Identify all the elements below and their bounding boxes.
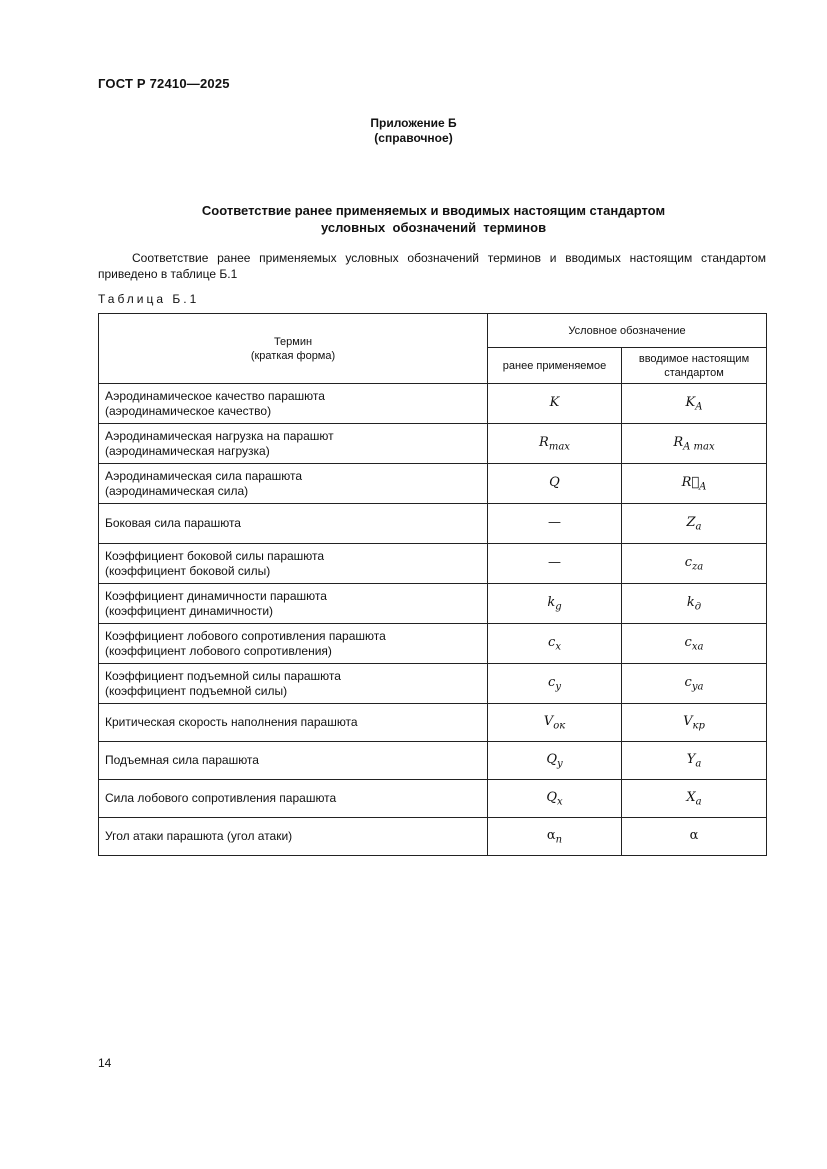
previous-symbol-cell <box>488 464 622 504</box>
header-new-line1: вводимое настоящим <box>638 352 750 365</box>
term-short-form: (коэффициент лобового сопротивления) <box>105 643 332 658</box>
term-name: Угол атаки парашюта (угол атаки) <box>105 829 293 843</box>
term-name: Коэффициент лобового сопротивления парашюта <box>105 628 386 643</box>
term-short-form: (аэродинамическая нагрузка) <box>105 443 270 458</box>
new-symbol-cell-symbol: α <box>689 827 699 843</box>
header-term-line1: Термин <box>273 335 313 348</box>
new-symbol-cell-subscript: д <box>694 601 702 613</box>
table-row <box>99 704 767 742</box>
new-symbol-cell <box>622 464 767 504</box>
table-row <box>99 780 767 818</box>
new-symbol-cell-symbol: V <box>683 713 693 729</box>
previous-symbol-cell-symbol: — <box>548 514 561 530</box>
previous-symbol-cell-symbol: Q <box>546 789 558 805</box>
intro-paragraph: Соответствие ранее применяемых условных обозначений терминов и вводимых настоящим стандартом приведено в таблице Б.1 <box>98 251 766 281</box>
table-row <box>99 624 767 664</box>
term-cell <box>99 544 488 584</box>
new-symbol-cell <box>622 384 767 424</box>
new-symbol-cell <box>622 504 767 544</box>
previous-symbol-cell-subscript: x <box>555 641 561 653</box>
term-cell <box>99 664 488 704</box>
previous-symbol-cell-symbol: K <box>549 394 560 410</box>
term-name: Коэффициент динамичности парашюта <box>105 588 327 603</box>
term-cell <box>99 464 488 504</box>
header-previous: ранее применяемое <box>488 348 622 384</box>
annex-heading <box>0 116 827 146</box>
annex-kind: (справочное) <box>374 131 453 145</box>
new-symbol-cell <box>622 664 767 704</box>
previous-symbol-cell-symbol: R <box>539 434 549 450</box>
previous-symbol-cell-symbol: V <box>543 713 554 729</box>
previous-symbol-cell <box>488 424 622 464</box>
table-row <box>99 464 767 504</box>
previous-symbol-cell <box>488 780 622 818</box>
section-title-line1: Соответствие ранее применяемых и вводимых настоящим стандартом <box>201 203 666 218</box>
previous-symbol-cell-symbol: Q <box>546 751 557 767</box>
previous-symbol-cell-subscript: g <box>555 601 562 613</box>
table-row <box>99 384 767 424</box>
header-new-line2: стандартом <box>664 366 724 379</box>
header-term <box>99 314 488 384</box>
table-row <box>99 818 767 856</box>
new-symbol-cell <box>622 780 767 818</box>
header-term-line2: (краткая форма) <box>250 349 336 362</box>
previous-symbol-cell-symbol: α <box>546 827 556 843</box>
new-symbol-cell-symbol: Y <box>686 751 696 767</box>
term-cell <box>99 424 488 464</box>
annex-title: Приложение Б <box>370 116 457 130</box>
section-title-line2: условных обозначений терминов <box>320 220 547 235</box>
term-name: Аэродинамическое качество парашюта <box>105 388 325 403</box>
new-symbol-cell-symbol: R⃗ <box>681 474 700 490</box>
new-symbol-cell-symbol: c <box>684 634 692 650</box>
previous-symbol-cell <box>488 384 622 424</box>
table-row <box>99 664 767 704</box>
new-symbol-cell <box>622 424 767 464</box>
term-short-form: (аэродинамическое качество) <box>105 403 272 418</box>
previous-symbol-cell <box>488 664 622 704</box>
new-symbol-cell-symbol: Z <box>686 514 696 530</box>
previous-symbol-cell <box>488 544 622 584</box>
table-row <box>99 424 767 464</box>
designations-table <box>98 313 767 856</box>
term-name: Боковая сила парашюта <box>105 516 241 530</box>
previous-symbol-cell-symbol: c <box>548 674 556 690</box>
term-name: Коэффициент подъемной силы парашюта <box>105 668 341 683</box>
header-designation: Условное обозначение <box>488 314 767 348</box>
term-cell <box>99 704 488 742</box>
term-cell <box>99 584 488 624</box>
previous-symbol-cell-symbol: — <box>548 554 561 570</box>
term-short-form: (аэродинамическая сила) <box>105 483 249 498</box>
term-cell <box>99 780 488 818</box>
previous-symbol-cell-symbol: k <box>547 594 556 610</box>
previous-symbol-cell-subscript: п <box>555 834 563 846</box>
term-short-form: (коэффициент динамичности) <box>105 603 274 618</box>
term-name: Подъемная сила парашюта <box>105 753 259 767</box>
term-name: Коэффициент боковой силы парашюта <box>105 548 325 563</box>
new-symbol-cell-subscript: a <box>695 521 702 533</box>
table-row <box>99 504 767 544</box>
section-title <box>120 202 747 236</box>
previous-symbol-cell <box>488 504 622 544</box>
new-symbol-cell <box>622 584 767 624</box>
previous-symbol-cell-symbol: Q <box>549 474 560 490</box>
new-symbol-cell <box>622 544 767 584</box>
previous-symbol-cell <box>488 584 622 624</box>
new-symbol-cell-subscript: кр <box>692 720 705 732</box>
standard-code: ГОСТ Р 72410—2025 <box>98 76 230 91</box>
term-short-form: (коэффициент боковой силы) <box>105 563 271 578</box>
new-symbol-cell-symbol: k <box>686 594 695 610</box>
new-symbol-cell-subscript: A <box>699 481 707 493</box>
new-symbol-cell-subscript: ya <box>691 681 704 693</box>
new-symbol-cell-symbol: R <box>673 434 684 450</box>
previous-symbol-cell <box>488 742 622 780</box>
new-symbol-cell <box>622 742 767 780</box>
term-short-form: (коэффициент подъемной силы) <box>105 683 288 698</box>
previous-symbol-cell-subscript: y <box>555 681 561 693</box>
term-name: Сила лобового сопротивления парашюта <box>105 791 337 805</box>
term-name: Аэродинамическая нагрузка на парашют <box>105 428 334 443</box>
term-cell <box>99 742 488 780</box>
new-symbol-cell-subscript: za <box>692 561 704 573</box>
new-symbol-cell-subscript: a <box>695 758 702 770</box>
table-row <box>99 584 767 624</box>
new-symbol-cell <box>622 624 767 664</box>
previous-symbol-cell <box>488 704 622 742</box>
previous-symbol-cell-subscript: x <box>557 796 563 808</box>
previous-symbol-cell-symbol: c <box>548 634 556 650</box>
table-row <box>99 742 767 780</box>
previous-symbol-cell <box>488 624 622 664</box>
new-symbol-cell-symbol: c <box>684 554 693 570</box>
term-cell <box>99 624 488 664</box>
previous-symbol-cell-subscript: ок <box>553 720 566 732</box>
new-symbol-cell-subscript: A max <box>683 441 715 453</box>
previous-symbol-cell-subscript: y <box>557 758 563 770</box>
new-symbol-cell-symbol: X <box>686 789 696 805</box>
new-symbol-cell-subscript: xa <box>691 641 704 653</box>
new-symbol-cell <box>622 704 767 742</box>
term-name: Аэродинамическая сила парашюта <box>105 468 303 483</box>
term-cell <box>99 384 488 424</box>
new-symbol-cell-symbol: K <box>685 394 696 410</box>
previous-symbol-cell <box>488 818 622 856</box>
header-new <box>622 348 767 384</box>
table-caption: Таблица Б.1 <box>98 292 200 306</box>
table-row <box>99 544 767 584</box>
new-symbol-cell-subscript: a <box>695 796 702 808</box>
term-cell <box>99 504 488 544</box>
term-cell <box>99 818 488 856</box>
page-number: 14 <box>98 1056 112 1070</box>
new-symbol-cell <box>622 818 767 856</box>
previous-symbol-cell-subscript: max <box>548 441 570 453</box>
new-symbol-cell-subscript: A <box>695 401 703 413</box>
new-symbol-cell-symbol: c <box>684 674 692 690</box>
term-name: Критическая скорость наполнения парашюта <box>105 715 358 729</box>
